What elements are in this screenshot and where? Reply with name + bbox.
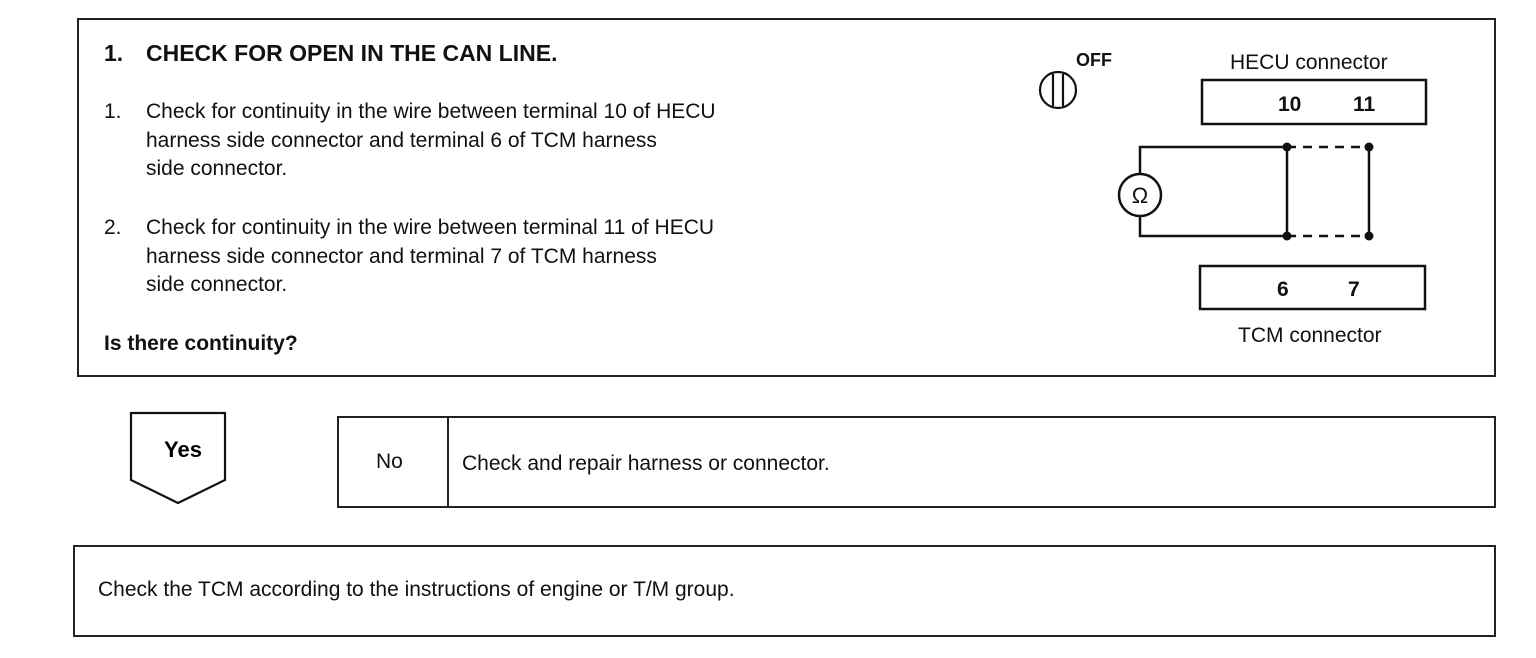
ohmmeter-icon xyxy=(1119,174,1161,216)
instruction-1-line-3: side connector. xyxy=(146,157,288,180)
hecu-terminal-11: 11 xyxy=(1353,93,1376,116)
hecu-terminal-10: 10 xyxy=(1278,93,1302,116)
ignition-switch-icon xyxy=(1040,72,1076,108)
ohmmeter-symbol: Ω xyxy=(1131,183,1149,208)
instruction-2-line-2: harness side connector and terminal 7 of TCM harness xyxy=(146,245,657,268)
result-text: Check the TCM according to the instructions of engine or T/M group. xyxy=(98,578,735,601)
no-action-text: Check and repair harness or connector. xyxy=(462,452,830,475)
ignition-state-label: OFF xyxy=(1076,50,1112,70)
step-number: 1. xyxy=(104,40,124,66)
yes-label: Yes xyxy=(164,437,202,462)
tcm-connector-body xyxy=(1200,266,1425,309)
no-branch-divider xyxy=(447,416,449,508)
instruction-1-number: 1. xyxy=(104,100,122,123)
instruction-2-number: 2. xyxy=(104,216,122,239)
instruction-2-line-1: Check for continuity in the wire between terminal 11 of HECU xyxy=(146,216,715,239)
hecu-connector-body xyxy=(1202,80,1426,124)
wiring-diagram xyxy=(1020,40,1440,360)
tcm-terminal-6: 6 xyxy=(1277,278,1289,301)
step-title: CHECK FOR OPEN IN THE CAN LINE. xyxy=(146,40,558,66)
continuity-question: Is there continuity? xyxy=(104,332,298,355)
instruction-1-line-2: harness side connector and terminal 6 of TCM harness xyxy=(146,129,657,152)
no-label: No xyxy=(376,450,403,473)
yes-branch-arrow xyxy=(128,410,230,506)
instruction-2-line-3: side connector. xyxy=(146,273,288,296)
junction-dots xyxy=(1283,143,1374,241)
circuit-wires xyxy=(1140,147,1369,236)
hecu-connector-label: HECU connector xyxy=(1230,51,1388,74)
instruction-1-line-1: Check for continuity in the wire between terminal 10 of HECU xyxy=(146,100,716,123)
tcm-connector-label: TCM connector xyxy=(1238,324,1382,347)
tcm-terminal-7: 7 xyxy=(1348,278,1360,301)
